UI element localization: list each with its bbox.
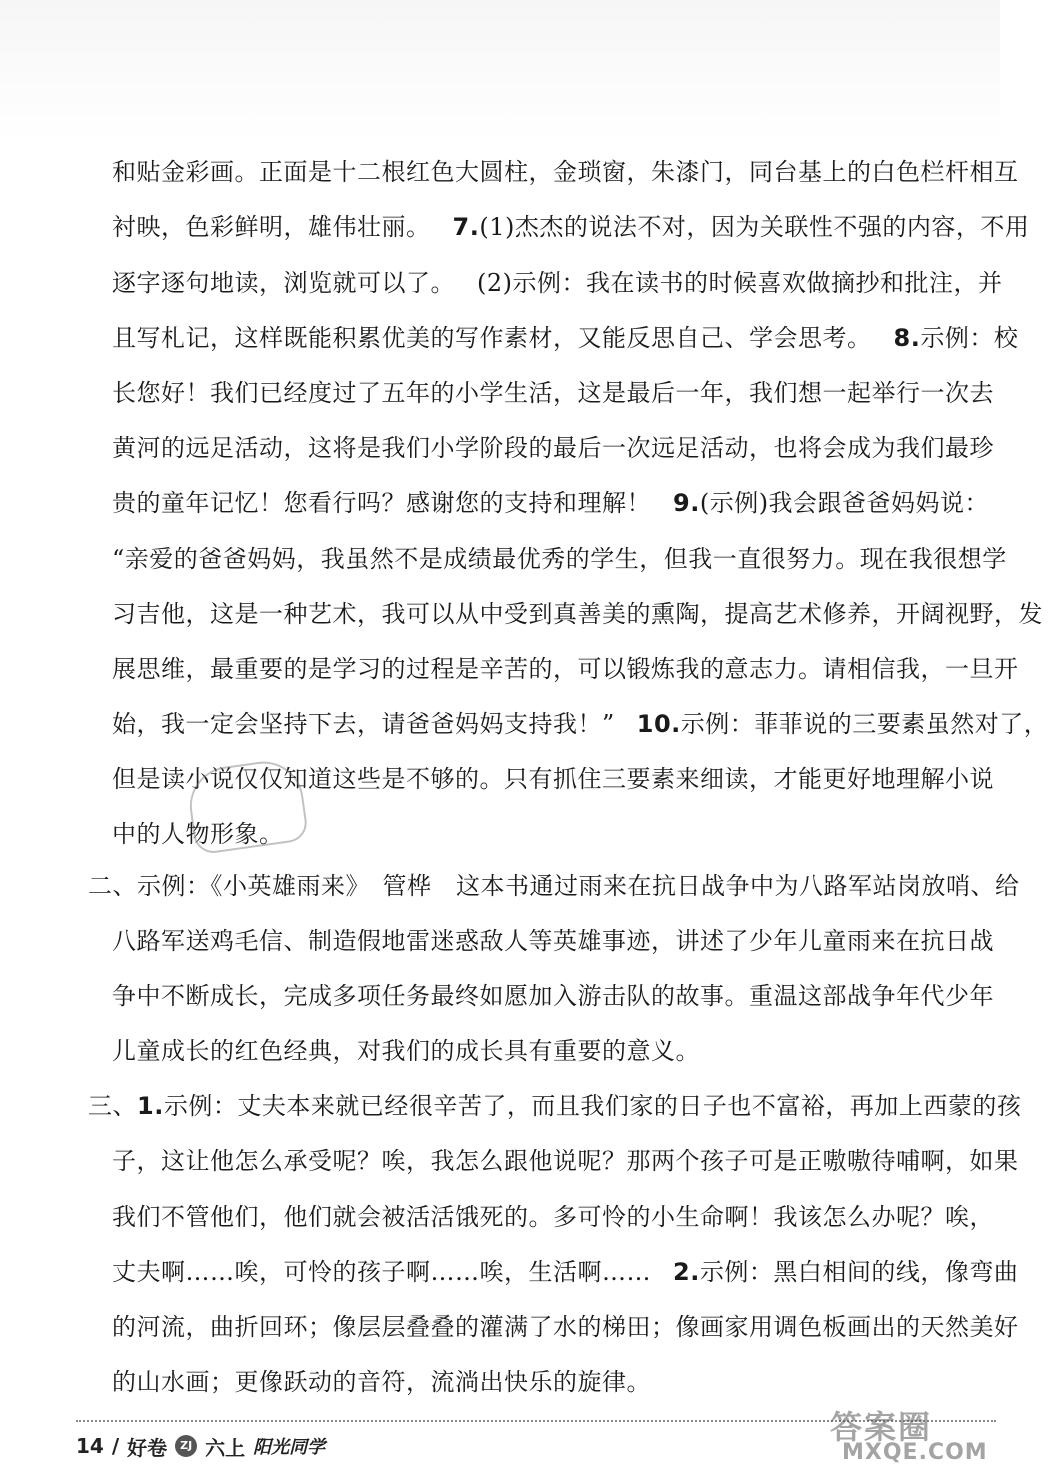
- text-line: 丈夫啊……唉，可怜的孩子啊……唉，生活啊…… 2.示例：黑白相间的线，像弯曲: [112, 1258, 1019, 1286]
- section-two-heading-line: 二、示例：《小英雄雨来》 管桦 这本书通过雨来在抗日战争中为八路军站岗放哨、给: [88, 872, 1020, 900]
- grade-label: 六上: [205, 1435, 246, 1460]
- text-line: 中的人物形象。: [112, 820, 284, 848]
- question-number: 1.: [137, 1092, 164, 1120]
- text-line: 我们不管他们，他们就会被活活饿死的。多可怜的小生命啊！我该怎么办呢？唉，: [112, 1203, 994, 1231]
- text-line: 始，我一定会坚持下去，请爸爸妈妈支持我！” 10.示例：菲菲说的三要素虽然对了，: [112, 710, 1048, 738]
- text-line: 八路军送鸡毛信、制造假地雷迷惑敌人等英雄事迹，讲述了少年儿童雨来在抗日战: [112, 927, 994, 955]
- footer-separator: /: [111, 1434, 120, 1458]
- question-number: 2.: [673, 1258, 700, 1286]
- site-watermark-title: 答案圈: [830, 1408, 933, 1446]
- edition-badge-icon: ZJ: [175, 1435, 197, 1457]
- question-number: 10.: [636, 710, 681, 738]
- text-line: 的河流，曲折回环；像层层叠叠的灌满了水的梯田；像画家用调色板画出的天然美好: [112, 1313, 1019, 1341]
- book-title: 好卷: [127, 1435, 168, 1460]
- text-line: 的山水画；更像跃动的音符，流淌出快乐的旋律。: [112, 1368, 651, 1396]
- page-background: [0, 0, 1000, 140]
- text-line: 衬映，色彩鲜明，雄伟壮丽。 7.(1)杰杰的说法不对，因为关联性不强的内容，不用: [112, 213, 1030, 241]
- text-line: 但是读小说仅仅知道这些是不够的。只有抓住三要素来细读，才能更好地理解小说: [112, 765, 994, 793]
- text-line: 争中不断成长，完成多项任务最终如愿加入游击队的故事。重温这部战争年代少年: [112, 982, 994, 1010]
- text-line: 长您好！我们已经度过了五年的小学生活，这是最后一年，我们想一起举行一次去: [112, 379, 994, 407]
- text-line: 黄河的远足活动，这将是我们小学阶段的最后一次远足活动，也将会成为我们最珍: [112, 434, 994, 462]
- site-watermark-url: MXQE.COM: [842, 1440, 988, 1465]
- text-line: 且写札记，这样既能积累优美的写作素材，又能反思自己、学会思考。 8.示例：校: [112, 324, 1019, 352]
- text-line: 习吉他，这是一种艺术，我可以从中受到真善美的熏陶，提高艺术修养，开阔视野，发: [112, 600, 1043, 628]
- page-number: 14: [76, 1434, 104, 1458]
- section-three-heading-line: 三、1.示例：丈夫本来就已经很辛苦了，而且我们家的日子也不富裕，再加上西蒙的孩: [88, 1092, 1022, 1120]
- text-line: 儿童成长的红色经典，对我们的成长具有重要的意义。: [112, 1037, 700, 1065]
- text-line: “亲爱的爸爸妈妈，我虽然不是成绩最优秀的学生，但我一直很努力。现在我很想学: [112, 545, 1007, 573]
- question-number: 7.: [452, 213, 480, 241]
- brand-logo: 阳光同学: [253, 1437, 326, 1458]
- text-line: 贵的童年记忆！您看行吗？感谢您的支持和理解！ 9.(示例)我会跟爸爸妈妈说：: [112, 489, 990, 517]
- site-watermark-logo: [820, 1402, 996, 1466]
- text-line: 和贴金彩画。正面是十二根红色大圆柱，金琐窗，朱漆门，同台基上的白色栏杆相互: [112, 158, 1019, 186]
- question-number: 9.: [673, 489, 700, 517]
- text-line: 展思维，最重要的是学习的过程是辛苦的，可以锻炼我的意志力。请相信我，一旦开: [112, 655, 1019, 683]
- text-line: 逐字逐句地读，浏览就可以了。 (2)示例：我在读书的时候喜欢做摘抄和批注，并: [112, 269, 1003, 297]
- text-line: 子，这让他怎么承受呢？唉，我怎么跟他说呢？那两个孩子可是正嗷嗷待哺啊，如果: [112, 1147, 1019, 1175]
- page-footer: [76, 1426, 325, 1466]
- question-number: 8.: [893, 324, 921, 352]
